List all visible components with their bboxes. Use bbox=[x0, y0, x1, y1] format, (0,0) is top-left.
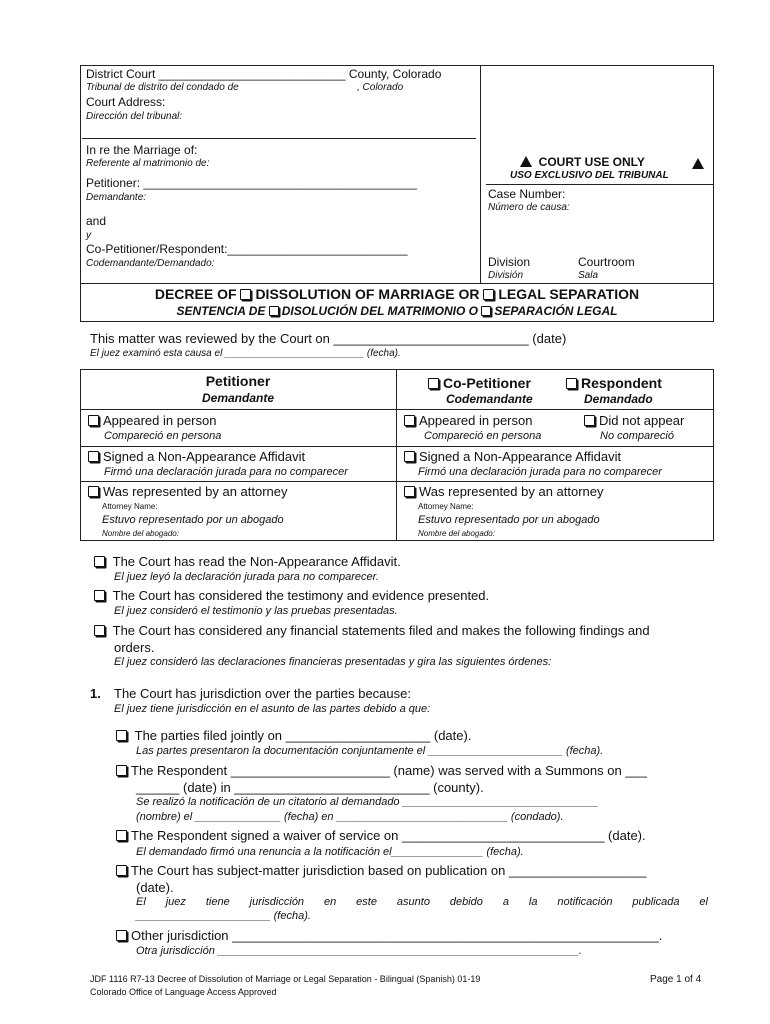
direccion-label: Dirección del tribunal: bbox=[86, 111, 183, 122]
checkbox-testimony[interactable] bbox=[94, 590, 105, 601]
col-demandado: Demandado bbox=[584, 392, 653, 406]
waiver-text: The Respondent signed a waiver of service on ____________________________ (date). bbox=[131, 828, 646, 843]
y-label: y bbox=[86, 230, 91, 241]
served-cont[interactable]: ______ (date) in ___________________________ (county). bbox=[136, 780, 484, 795]
check-financial-text: The Court has considered any financial statements filed and makes the following findings and bbox=[112, 623, 650, 638]
section-number: 1. bbox=[90, 686, 101, 701]
respondent-text: Respondent bbox=[581, 375, 662, 391]
comparecio-label: Compareció en persona bbox=[104, 430, 222, 442]
check-testimony-text: The Court has considered the testimony and evidence presented. bbox=[112, 588, 490, 603]
petitioner-represented[interactable] bbox=[88, 484, 288, 499]
respondent-represented[interactable] bbox=[404, 484, 604, 499]
appeared-text: Appeared in person bbox=[419, 413, 533, 428]
section1-heading: The Court has jurisdiction over the parties because: bbox=[114, 686, 411, 701]
represented-text: Was represented by an attorney bbox=[103, 484, 288, 499]
reviewed-es: El juez examinó esta causa el _________________________ (fecha). bbox=[90, 348, 401, 359]
respondent-signed[interactable] bbox=[404, 449, 621, 464]
check-financial-es: El juez consideró las declaraciones financieras presentadas y gira las siguientes órdenes: bbox=[114, 656, 552, 668]
jurisdiction-served[interactable] bbox=[116, 763, 647, 778]
footer-form-id: JDF 1116 R7-13 Decree of Dissolution of Marriage or Legal Separation - Bilingual (Spanish) 01-19 bbox=[90, 974, 481, 984]
jurisdiction-other[interactable] bbox=[116, 928, 662, 943]
other-es: Otra jurisdicción ___________________________________________________________. bbox=[136, 945, 582, 957]
title-en bbox=[80, 286, 714, 302]
check-affidavit-text: The Court has read the Non-Appearance Affidavit. bbox=[112, 554, 401, 569]
checkbox-signed[interactable] bbox=[404, 451, 415, 462]
checkbox-separacion[interactable] bbox=[481, 306, 491, 316]
petitioner-signed[interactable] bbox=[88, 449, 305, 464]
checkbox-dissolution[interactable] bbox=[240, 289, 251, 300]
division-es-label: División bbox=[488, 270, 524, 281]
title-es-a: SENTENCIA DE bbox=[176, 304, 269, 318]
in-re-label: In re the Marriage of: bbox=[86, 143, 198, 157]
triangle-up-icon bbox=[692, 155, 704, 173]
respondent-appeared[interactable] bbox=[404, 413, 532, 428]
footer-page: Page 1 of 4 bbox=[650, 974, 702, 985]
caption-address-rule bbox=[82, 138, 476, 139]
table-row-divider bbox=[80, 409, 714, 410]
estuvo-label: Estuvo representado por un abogado bbox=[102, 514, 284, 526]
firmo-label: Firmó una declaración jurada para no comparecer bbox=[418, 466, 662, 478]
copetitioner-text: Co-Petitioner bbox=[443, 375, 531, 391]
table-row-divider bbox=[80, 446, 714, 447]
checkbox-represented[interactable] bbox=[88, 486, 99, 497]
sala-label: Sala bbox=[578, 270, 599, 281]
did-not-text: Did not appear bbox=[599, 413, 685, 428]
check-affidavit[interactable] bbox=[94, 554, 401, 569]
col-copetitioner[interactable] bbox=[428, 375, 531, 391]
checkbox-affidavit[interactable] bbox=[94, 556, 105, 567]
publication-text: The Court has subject-matter jurisdiction based on publication on ___________________ bbox=[131, 863, 647, 878]
uso-exclusivo: USO EXCLUSIVO DEL TRIBUNAL bbox=[510, 170, 669, 181]
check-testimony-es: El juez consideró el testimonio y las pruebas presentadas. bbox=[114, 605, 398, 617]
attorney-name-label[interactable]: Attorney Name: bbox=[102, 502, 158, 511]
copetitioner-field[interactable]: Co-Petitioner/Respondent:___________________________ bbox=[86, 242, 408, 256]
title-en-a: DECREE OF bbox=[154, 286, 241, 302]
publication-es-1: El juez tiene jurisdicción en este asunto debido a la notificación publicada el bbox=[136, 896, 708, 908]
check-testimony[interactable] bbox=[94, 588, 489, 603]
jurisdiction-joint[interactable] bbox=[116, 728, 471, 743]
jurisdiction-publication[interactable] bbox=[116, 863, 646, 878]
section1-heading-es: El juez tiene jurisdicción en el asunto de las partes debido a que: bbox=[114, 703, 431, 715]
checkbox-appeared[interactable] bbox=[404, 415, 415, 426]
nombre-abogado-label: Nombre del abogado: bbox=[418, 529, 495, 538]
checkbox-joint[interactable] bbox=[116, 730, 127, 741]
petitioner-field[interactable]: Petitioner: _________________________________________ bbox=[86, 176, 417, 190]
col-codemandante: Codemandante bbox=[446, 392, 533, 406]
checkbox-copetitioner[interactable] bbox=[428, 378, 439, 389]
served-es-2: (nombre) el ______________ (fecha) en ____________________________ (condado). bbox=[136, 811, 564, 823]
joint-text: The parties filed jointly on ____________________ (date). bbox=[134, 728, 472, 743]
col-respondent[interactable] bbox=[566, 375, 662, 391]
numero-causa-label: Número de causa: bbox=[488, 202, 570, 213]
served-text: The Respondent ______________________ (name) was served with a Summons on ___ bbox=[131, 763, 648, 778]
other-text: Other jurisdiction ___________________________________________________________. bbox=[131, 928, 663, 943]
checkbox-legal-separation[interactable] bbox=[483, 289, 494, 300]
referente-label: Referente al matrimonio de: bbox=[86, 158, 210, 169]
court-use-only bbox=[520, 155, 645, 169]
checkbox-other[interactable] bbox=[116, 930, 127, 941]
checkbox-signed[interactable] bbox=[88, 451, 99, 462]
checkbox-financial[interactable] bbox=[94, 625, 105, 636]
checkbox-represented[interactable] bbox=[404, 486, 415, 497]
checkbox-served[interactable] bbox=[116, 765, 127, 776]
title-en-c: LEGAL SEPARATION bbox=[498, 286, 640, 302]
court-use-rule bbox=[486, 184, 714, 185]
comparecio-label: Compareció en persona bbox=[424, 430, 542, 442]
caption-divider bbox=[480, 65, 481, 284]
reviewed-en[interactable]: This matter was reviewed by the Court on ___________________________ (date) bbox=[90, 331, 567, 346]
publication-cont: (date). bbox=[136, 880, 174, 895]
court-address-label: Court Address: bbox=[86, 95, 166, 109]
title-es-c: SEPARACIÓN LEGAL bbox=[494, 304, 618, 318]
firmo-label: Firmó una declaración jurada para no comparecer bbox=[104, 466, 348, 478]
tribunal-label: Tribunal de distrito del condado de bbox=[86, 82, 239, 93]
col-demandante: Demandante bbox=[201, 391, 275, 405]
represented-text: Was represented by an attorney bbox=[419, 484, 604, 499]
publication-es-2: ______________________ (fecha). bbox=[136, 910, 311, 922]
signed-text: Signed a Non-Appearance Affidavit bbox=[103, 449, 306, 464]
title-es-b: DISOLUCIÓN DEL MATRIMONIO O bbox=[281, 304, 482, 318]
checkbox-waiver[interactable] bbox=[116, 830, 127, 841]
checkbox-appeared[interactable] bbox=[88, 415, 99, 426]
joint-es: Las partes presentaron la documentación conjuntamente el ______________________ (fecha). bbox=[136, 745, 604, 757]
respondent-did-not[interactable] bbox=[584, 413, 684, 428]
jurisdiction-waiver[interactable] bbox=[116, 828, 646, 843]
nombre-abogado-label: Nombre del abogado: bbox=[102, 529, 179, 538]
division-label[interactable]: Division bbox=[488, 255, 531, 269]
attorney-name-label[interactable]: Attorney Name: bbox=[418, 502, 474, 511]
checkbox-did-not-appear[interactable] bbox=[584, 415, 595, 426]
demandante-label: Demandante: bbox=[86, 192, 147, 203]
district-court-label: District Court ____________________________ County, Colorado bbox=[86, 67, 442, 81]
courtroom-label[interactable]: Courtroom bbox=[578, 255, 635, 269]
tribunal-colorado: , Colorado bbox=[357, 82, 404, 93]
col-petitioner: Petitioner bbox=[205, 373, 271, 389]
title-en-b: DISSOLUTION OF MARRIAGE OR bbox=[255, 286, 484, 302]
waiver-es: El demandado firmó una renuncia a la notificación el_______________ (fecha). bbox=[136, 846, 524, 858]
served-es-1: Se realizó la notificación de un citatorio al demandado ________________________________ bbox=[136, 796, 599, 808]
estuvo-label: Estuvo representado por un abogado bbox=[418, 514, 600, 526]
checkbox-disolucion[interactable] bbox=[269, 306, 279, 316]
signed-text: Signed a Non-Appearance Affidavit bbox=[419, 449, 622, 464]
check-affidavit-es: El juez leyó la declaración jurada para no comparecer. bbox=[114, 571, 379, 583]
triangle-up-icon bbox=[520, 156, 532, 167]
petitioner-appeared[interactable] bbox=[88, 413, 216, 428]
check-financial[interactable] bbox=[94, 623, 650, 638]
court-use-only-text: COURT USE ONLY bbox=[538, 155, 645, 169]
case-number-label[interactable]: Case Number: bbox=[488, 187, 566, 201]
table-row-divider bbox=[80, 481, 714, 482]
and-label: and bbox=[86, 214, 107, 228]
checkbox-publication[interactable] bbox=[116, 865, 127, 876]
title-es bbox=[80, 304, 714, 318]
codemandante-label: Codemandante/Demandado: bbox=[86, 258, 215, 269]
checkbox-respondent[interactable] bbox=[566, 378, 577, 389]
no-comparecio-label: No compareció bbox=[600, 430, 674, 442]
table-col-divider bbox=[396, 369, 397, 541]
appeared-text: Appeared in person bbox=[103, 413, 217, 428]
check-financial-cont: orders. bbox=[114, 640, 155, 655]
footer-approved: Colorado Office of Language Access Approved bbox=[90, 987, 277, 997]
